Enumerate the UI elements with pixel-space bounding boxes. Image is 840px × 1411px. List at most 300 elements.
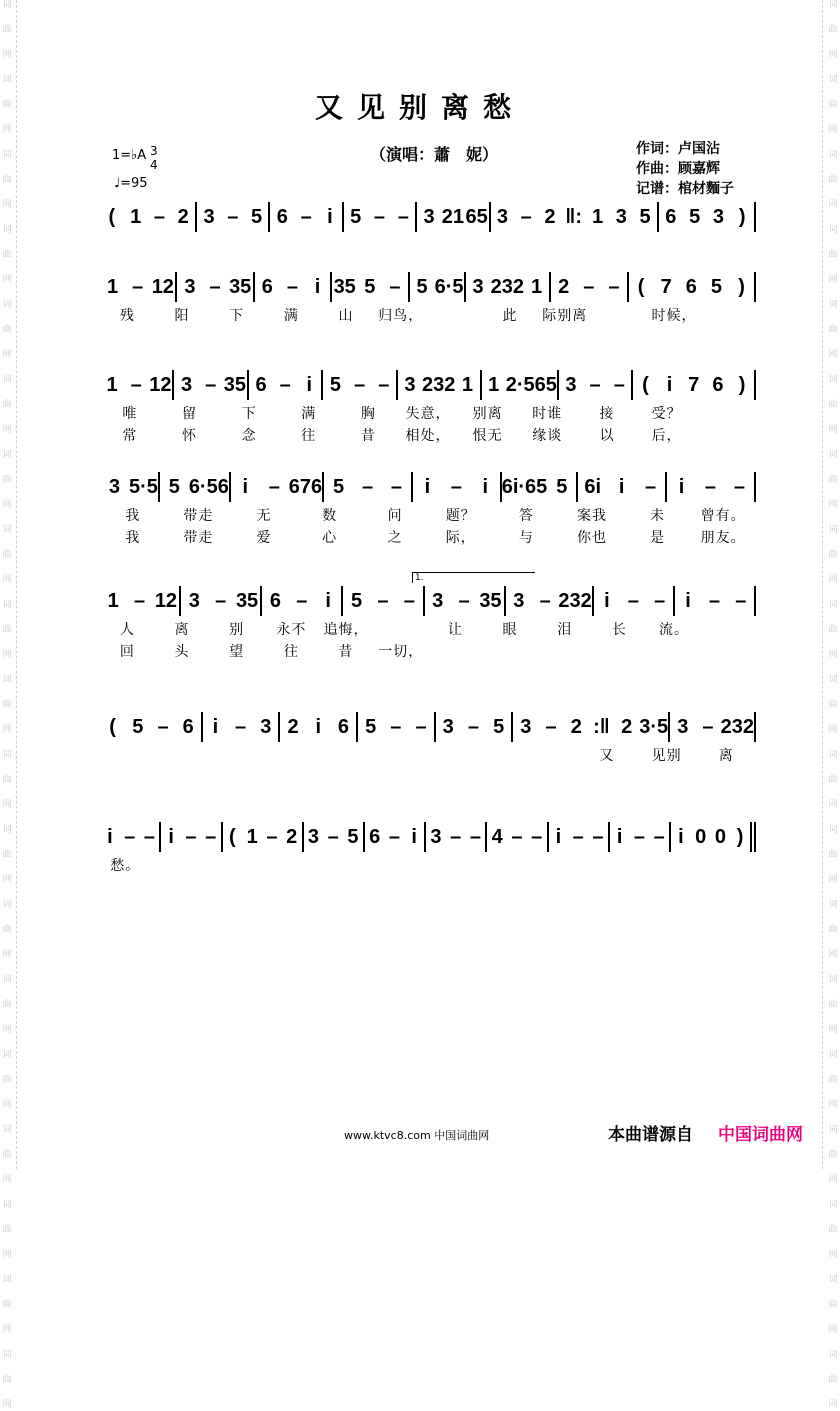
watermark-char: 词 [2,1125,12,1135]
note: – [467,715,479,738]
note: – [450,825,462,848]
watermark-char: 曲 [2,1225,12,1235]
watermark-char: 词 [828,450,838,460]
watermark-char: 网 [2,875,12,885]
note: – [205,825,217,848]
note: 6 [182,715,194,738]
note-line [100,368,756,402]
watermark-right [826,0,840,1410]
note: 3 [520,715,532,738]
note: 6·56 [188,475,229,498]
volta-bracket: 1. [412,572,535,583]
note: – [279,373,291,396]
note: – [157,715,169,738]
note: 12 [154,589,178,612]
note: – [227,205,239,228]
watermark-char: 曲 [828,850,838,860]
watermark-char: 词 [828,675,838,685]
note: – [608,275,620,298]
lyric-line [100,744,756,766]
watermark-char: 网 [828,650,838,660]
lyric-word: 头 [174,644,190,660]
note: i [678,825,684,848]
lyric-word: 时候， [651,308,697,324]
note: – [708,589,720,612]
watermark-char: 词 [2,0,12,10]
lyric-word: 带走 [183,508,214,524]
lyric-line [100,504,756,526]
lyric-word: 数 [322,508,338,524]
lyricist-credit: 作词：卢国沾 [636,141,720,157]
footer-source-label: 本曲谱源自 [608,1125,693,1145]
watermark-char: 词 [828,975,838,985]
watermark-char: 网 [2,950,12,960]
lyric-word: 带走 [183,530,214,546]
note: 2 [570,715,582,738]
lyric-word: 见别 [651,748,682,764]
watermark-char: 曲 [2,850,12,860]
watermark-char: 网 [828,425,838,435]
watermark-char: 曲 [828,1000,838,1010]
lyric-word: 望 [229,644,245,660]
note: 35 [333,275,356,298]
note: 3 [677,715,689,738]
note: 3 [513,589,525,612]
note: – [469,825,481,848]
watermark-char: 网 [828,1025,838,1035]
note: 5 [689,205,701,228]
watermark-char: 曲 [2,1375,12,1385]
note: 65 [465,205,488,228]
barline [754,586,756,616]
note: – [653,825,665,848]
note: – [209,275,221,298]
note: – [134,589,146,612]
note: – [268,475,280,498]
note: – [185,825,197,848]
lyric-word: 未 [650,508,666,524]
note: – [520,205,532,228]
lyric-word: 缘谈 [532,428,563,444]
note: 6 [665,205,677,228]
note: 35 [235,589,259,612]
watermark-char: 曲 [2,925,12,935]
time-signature [150,144,158,172]
lyric-word: 我 [125,530,141,546]
time-top: 3 [150,144,158,158]
watermark-char: 网 [2,200,12,210]
margin-line-left [16,0,17,1169]
watermark-char: 网 [2,425,12,435]
watermark-char: 网 [2,1175,12,1185]
note: 6 [269,589,281,612]
score-row [100,270,756,326]
lyric-word: 以 [599,428,615,444]
note: – [511,825,523,848]
watermark-char: 词 [828,600,838,610]
watermark-char: 网 [828,500,838,510]
note: 1 [488,373,500,396]
note: 5 [556,475,568,498]
note: – [545,715,557,738]
watermark-char: 网 [2,725,12,735]
watermark-char: 网 [2,50,12,60]
note: – [205,373,217,396]
note: – [592,825,604,848]
watermark-char: 网 [828,275,838,285]
note: – [388,825,400,848]
watermark-char: 网 [828,1325,838,1335]
watermark-char: 词 [828,1350,838,1360]
note: – [390,715,402,738]
note: 3 [472,275,484,298]
watermark-char: 词 [2,150,12,160]
note-line [100,200,756,234]
watermark-char: 词 [2,1200,12,1210]
lyric-word: 泪 [557,622,573,638]
note: – [361,475,374,498]
score-row [100,368,756,446]
note: i [327,205,333,228]
watermark-char: 网 [2,1325,12,1335]
note: – [539,589,551,612]
note: 6 [255,373,267,396]
note: – [296,589,308,612]
note: 6 [337,715,349,738]
lyric-word: 问 [387,508,403,524]
note: – [633,825,645,848]
note: 3 [432,589,444,612]
lyric-word: 长 [611,622,627,638]
note: – [397,205,409,228]
note: ‖: [565,205,583,228]
watermark-char: 网 [828,50,838,60]
watermark-char: 曲 [2,550,12,560]
note: – [704,475,717,498]
note: 5 [333,475,345,498]
transcriber-credit: 记谱：棺材麵子 [636,181,734,197]
note: 2 [177,205,189,228]
note: i [314,275,321,298]
note: 2 [287,715,299,738]
lyric-word: 曾有。 [700,508,746,524]
watermark-char: 曲 [828,550,838,560]
note: – [377,589,389,612]
score-row [100,820,756,876]
lyric-line [100,526,756,548]
lyric-word: 后， [651,428,682,444]
note: 232 [422,373,456,396]
watermark-char: 词 [2,750,12,760]
lyric-line [100,402,756,424]
note: ) [736,825,744,848]
lyric-word: 下 [241,406,257,422]
note: i [325,589,331,612]
note: – [373,205,386,228]
watermark-char: 词 [828,375,838,385]
note: 21 [441,205,464,228]
watermark-char: 曲 [2,625,12,635]
note: 3 [430,825,442,848]
note: – [645,475,657,498]
watermark-char: 网 [2,650,12,660]
lyric-word: 你也 [576,530,607,546]
watermark-char: 网 [828,725,838,735]
lyric-word: 时谁 [532,406,563,422]
note: ( [108,205,116,228]
note: i [616,825,623,848]
watermark-char: 曲 [2,400,12,410]
lyric-word: 答 [518,508,534,524]
time-bottom: 4 [150,158,158,172]
watermark-char: 词 [828,1200,838,1210]
watermark-char: 网 [828,1100,838,1110]
note: i [424,475,431,498]
note: 6i [584,475,602,498]
watermark-char: 曲 [828,925,838,935]
note: 2 [621,715,633,738]
watermark-char: 词 [2,900,12,910]
lyric-word: 往 [301,428,317,444]
lyric-word: 朋友。 [700,530,746,546]
note: – [215,589,227,612]
watermark-char: 曲 [828,400,838,410]
watermark-char: 曲 [2,100,12,110]
note: 3 [180,373,193,396]
note: i [666,373,673,396]
note: ( [229,825,236,848]
note: 1 [591,205,604,228]
lyric-word: 无 [256,508,272,524]
note: 5 [639,205,651,228]
note: 2·565 [505,373,557,396]
lyric-word: 阳 [174,308,190,324]
lyric-line [100,854,756,876]
lyric-word: 胸 [360,406,376,422]
note-line [100,820,756,854]
composer-credit: 作曲：顾嘉辉 [636,161,720,177]
note: 3 [108,475,121,498]
note: 5 [351,589,363,612]
lyric-word: 残 [119,308,135,324]
note: 4 [491,825,503,848]
note: – [654,589,666,612]
lyric-word: 与 [518,530,534,546]
watermark-char: 网 [828,575,838,585]
watermark-char: 网 [828,200,838,210]
watermark-char: 曲 [2,1300,12,1310]
tempo-marking: ♩=95 [114,176,148,191]
lyric-word: 满 [301,406,317,422]
watermark-left [0,0,14,1410]
note: 2 [286,825,298,848]
lyric-word: 是 [650,530,666,546]
note: i [306,373,313,396]
note: 12 [151,275,174,298]
watermark-char: 曲 [2,1075,12,1085]
note: 1 [107,275,119,298]
note: 6 [276,205,288,228]
margin-line-right [822,0,823,1169]
lyric-word: 之 [387,530,403,546]
watermark-char: 词 [2,600,12,610]
note: – [450,475,462,498]
note: 6 [685,275,697,298]
note: – [613,373,625,396]
note: 6 [712,373,724,396]
note: 3 [712,205,724,228]
note: 3 [442,715,454,738]
note: 3 [188,589,200,612]
note: :‖ [593,715,610,738]
watermark-char: 网 [2,1025,12,1035]
note-line [100,710,756,744]
note: 232 [558,589,592,612]
note: 5·5 [128,475,158,498]
note: 3 [615,205,627,228]
note: – [327,825,339,848]
lyric-word: 受？ [651,406,682,422]
watermark-char: 网 [2,125,12,135]
note: – [153,205,166,228]
key-label: 1=♭A [112,148,147,163]
note: i [555,825,562,848]
watermark-char: 词 [2,825,12,835]
note: – [702,715,714,738]
watermark-char: 词 [828,75,838,85]
lyric-word: 昔 [360,428,376,444]
note: – [390,475,402,498]
watermark-char: 曲 [2,25,12,35]
note: 5 [493,715,505,738]
note: 1 [130,205,142,228]
watermark-char: 网 [828,350,838,360]
watermark-char: 网 [828,950,838,960]
lyric-word: 恨无 [472,428,503,444]
final-barline [750,822,756,852]
watermark-char: 词 [828,1125,838,1135]
note: i [315,715,321,738]
lyric-word: 回 [119,644,135,660]
lyric-word: 眼 [502,622,518,638]
note: 12 [149,373,172,396]
watermark-char: 曲 [828,25,838,35]
note: 232 [490,275,525,298]
watermark-char: 词 [2,375,12,385]
note: 3 [404,373,416,396]
lyric-word: 流。 [659,622,690,638]
watermark-char: 曲 [828,1075,838,1085]
note: 6 [261,275,273,298]
note: 5 [350,205,362,228]
watermark-char: 词 [2,75,12,85]
note: 35 [479,589,502,612]
note: – [130,373,142,396]
watermark-char: 曲 [828,1225,838,1235]
note: 5 [416,275,428,298]
barline [754,472,756,502]
watermark-char: 曲 [828,175,838,185]
lyric-word: 失意， [405,406,451,422]
score-row [100,573,756,662]
watermark-char: 曲 [2,325,12,335]
lyric-word: 唯 [122,406,138,422]
lyric-word: 让 [447,622,463,638]
watermark-char: 词 [2,675,12,685]
watermark-char: 网 [2,1100,12,1110]
watermark-char: 曲 [828,700,838,710]
footer-brand: 中国词曲网 [718,1125,803,1145]
watermark-char: 网 [2,1250,12,1260]
note: 676 [288,475,323,498]
lyric-word: 别 [229,622,245,638]
note: – [531,825,543,848]
watermark-char: 网 [2,575,12,585]
note: – [354,373,366,396]
note: – [132,275,144,298]
note: 5 [168,475,180,498]
watermark-char: 网 [828,125,838,135]
note: ) [738,373,746,396]
note: 3 [496,205,508,228]
lyric-word: 念 [241,428,257,444]
note: ) [738,205,746,228]
footer-url: www.ktvc8.com 中国词曲网 [344,1129,490,1142]
lyric-word: 我 [125,508,141,524]
barline [754,202,756,232]
note: – [735,589,747,612]
barline [754,272,756,302]
lyric-word: 心 [322,530,338,546]
note: 6i·65 [501,475,548,498]
note: i [678,475,685,498]
note-line [100,470,756,504]
note: 5 [329,373,342,396]
note: 7 [688,373,700,396]
lyric-word: 昔 [338,644,354,660]
note: 0 [695,825,707,848]
note: i [242,475,249,498]
note: i [411,825,417,848]
watermark-char: 词 [828,825,838,835]
lyric-word: 离 [174,622,190,638]
note: – [124,825,136,848]
watermark-char: 曲 [2,1000,12,1010]
note: – [378,373,390,396]
note: i [482,475,489,498]
watermark-char: 网 [2,500,12,510]
score-row [100,710,756,766]
note: – [389,275,401,298]
lyric-word: 此 [502,308,518,324]
watermark-char: 曲 [828,1150,838,1160]
note: – [627,589,639,612]
watermark-char: 词 [828,0,838,10]
note: 1 [106,373,118,396]
lyric-line [100,304,756,326]
watermark-char: 词 [2,1350,12,1360]
note: 5 [347,825,359,848]
watermark-char: 词 [828,750,838,760]
note: 35 [229,275,252,298]
lyric-word: 怀 [181,428,197,444]
watermark-char: 词 [828,1275,838,1285]
lyric-word: 题？ [445,508,476,524]
lyric-word: 际别离 [542,308,588,324]
note: – [583,275,595,298]
note: ( [642,373,649,396]
note: i [168,825,174,848]
